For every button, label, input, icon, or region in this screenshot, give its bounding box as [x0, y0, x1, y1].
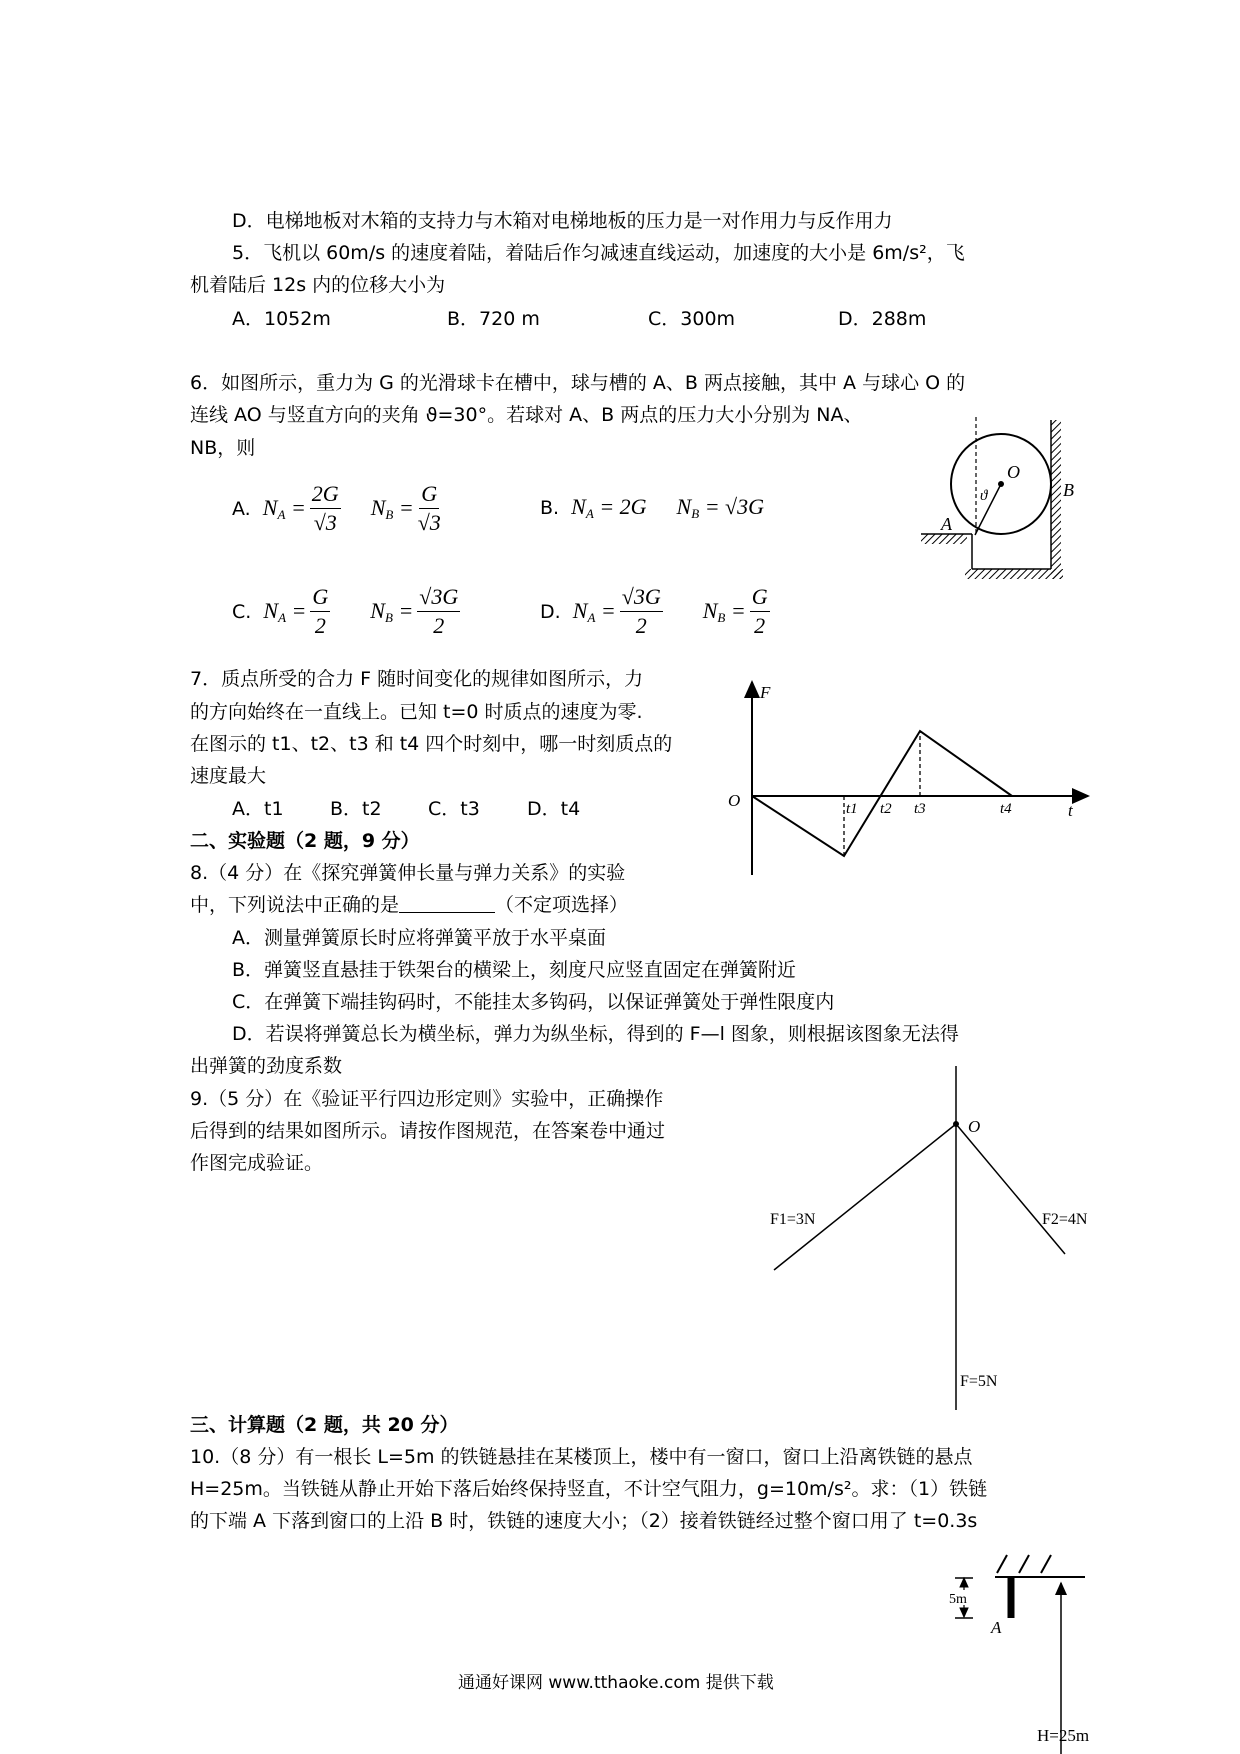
q8-line2b: （不定项选择）	[495, 894, 629, 916]
q5-option-a: A．1052m	[232, 308, 331, 330]
q7-option-b: B．t2	[330, 798, 382, 820]
q7-option-c: C．t3	[428, 798, 480, 820]
q5-line2: 机着陆后 12s 内的位移大小为	[190, 274, 446, 296]
label-h: H=25m	[1037, 1726, 1090, 1745]
q6-option-c-label: C.	[232, 600, 252, 623]
label-o: O	[1007, 462, 1020, 482]
tick-t3: t3	[914, 801, 926, 817]
q6-line1: 6．如图所示，重力为 G 的光滑球卡在槽中，球与槽的 A、B 两点接触，其中 A 与球心 O 的	[190, 372, 966, 394]
center-o	[998, 481, 1004, 487]
q8-option-c: C．在弹簧下端挂钩码时，不能挂太多钩码，以保证弹簧处于弹性限度内	[232, 991, 835, 1013]
label-f: F=5N	[960, 1373, 998, 1390]
q5-line1: 5．飞机以 60m/s 的速度着陆，着陆后作匀减速直线运动，加速度的大小是 6m/s²，飞	[232, 242, 965, 264]
q4-option-d: D．电梯地板对木箱的支持力与木箱对电梯地板的压力是一对作用力与反作用力	[232, 210, 893, 232]
label-theta: ϑ	[980, 488, 988, 504]
q6-option-a-label: A.	[232, 497, 251, 520]
q5-option-c: C．300m	[648, 308, 736, 330]
force-f2-line	[956, 1124, 1065, 1254]
q6-option-d: D. $N_A$ = $\frac{√3G}{2}$ $N_B$ = $\frac{G}{2}$	[540, 584, 768, 638]
q9-line2: 后得到的结果如图所示。请按作图规范，在答案卷中通过	[190, 1120, 666, 1142]
q8-option-a: A．测量弹簧原长时应将弹簧平放于水平桌面	[232, 927, 606, 949]
section-3-title: 三、计算题（2 题，共 20 分）	[190, 1414, 459, 1436]
label-a: A	[991, 1618, 1002, 1637]
q9-force-diagram	[760, 1060, 1120, 1420]
q7-line1: 7．质点所受的合力 F 随时间变化的规律如图所示，力	[190, 668, 644, 690]
q6-option-c: C. $N_A$ = $\frac{G}{2}$ $N_B$ = $\frac{√3G}{2}$	[232, 584, 459, 638]
q7-force-time-graph	[720, 670, 1100, 880]
label-o: O	[968, 1117, 981, 1136]
q7-line4: 速度最大	[190, 765, 267, 787]
left-ledge	[921, 534, 967, 544]
q8-option-d-cont: 出弹簧的劲度系数	[190, 1055, 343, 1077]
q6-option-b: B. $N_A = 2G$ $N_B = √3G$	[540, 494, 764, 521]
q7-line3: 在图示的 t1、t2、t3 和 t4 四个时刻中，哪一时刻质点的	[190, 733, 673, 755]
label-a: A	[941, 514, 952, 534]
answer-blank	[399, 894, 495, 913]
q8-line2a: 中，下列说法中正确的是	[190, 894, 400, 916]
q9-line1: 9.（5 分）在《验证平行四边形定则》实验中，正确操作	[190, 1088, 664, 1110]
line-ao	[975, 484, 1001, 535]
tick-t4: t4	[1000, 801, 1012, 817]
force-curve	[752, 731, 1012, 856]
q10-line2: H=25m。当铁链从静止开始下落后始终保持竖直，不计空气阻力，g=10m/s²。求：（1）铁链	[190, 1478, 988, 1500]
label-f1: F1=3N	[770, 1211, 816, 1228]
q10-line1: 10.（8 分）有一根长 L=5m 的铁链悬挂在某楼顶上，楼中有一窗口，窗口上沿离铁链的悬点	[190, 1446, 973, 1468]
q6-option-a: A. $N_A$ = $\frac{2G}{√3}$ $N_B$ = $\frac{G}{√3}$	[232, 481, 441, 535]
footer: 通通好课网 www.tthaoke.com 提供下载	[458, 1673, 774, 1693]
q6-option-b-label: B.	[540, 497, 560, 519]
q7-option-a: A．t1	[232, 798, 284, 820]
q7-option-d: D．t4	[527, 798, 581, 820]
section-2-title: 二、实验题（2 题，9 分）	[190, 830, 420, 852]
q5-option-b: B．720 m	[447, 308, 540, 330]
point-o	[953, 1121, 959, 1127]
tick-t2: t2	[880, 801, 892, 817]
q6-ball-groove-figure	[915, 412, 1095, 592]
q10-line3: 的下端 A 下落到窗口的上沿 B 时，铁链的速度大小；（2）接着铁链经过整个窗口用了 t=0.3s	[190, 1510, 978, 1532]
label-t: t	[1068, 801, 1073, 820]
q8-option-d: D．若误将弹簧总长为横坐标，弹力为纵坐标，得到的 F—l 图象，则根据该图象无法得	[232, 1023, 959, 1045]
tick-t1: t1	[846, 801, 858, 817]
q10-chain-figure	[935, 1545, 1115, 1754]
q6-option-d-label: D.	[540, 600, 561, 623]
label-f: F	[760, 683, 771, 702]
q6-line2: 连线 AO 与竖直方向的夹角 ϑ=30°。若球对 A、B 两点的压力大小分别为 NA、	[190, 404, 863, 426]
q8-line2	[190, 892, 628, 918]
q8-line1: 8.（4 分）在《探究弹簧伸长量与弹力关系》的实验	[190, 862, 626, 884]
q5-option-d: D．288m	[838, 308, 927, 330]
q7-line2: 的方向始终在一直线上。已知 t=0 时质点的速度为零.	[190, 701, 643, 723]
label-b: B	[1063, 480, 1074, 500]
q6-line3: NB，则	[190, 437, 256, 459]
force-f1-line	[774, 1124, 956, 1270]
q9-line3: 作图完成验证。	[190, 1152, 324, 1174]
label-origin: O	[728, 791, 741, 810]
label-f2: F2=4N	[1042, 1211, 1088, 1228]
label-length: 5m	[949, 1592, 967, 1607]
q8-option-b: B．弹簧竖直悬挂于铁架台的横梁上，刻度尺应竖直固定在弹簧附近	[232, 959, 797, 981]
